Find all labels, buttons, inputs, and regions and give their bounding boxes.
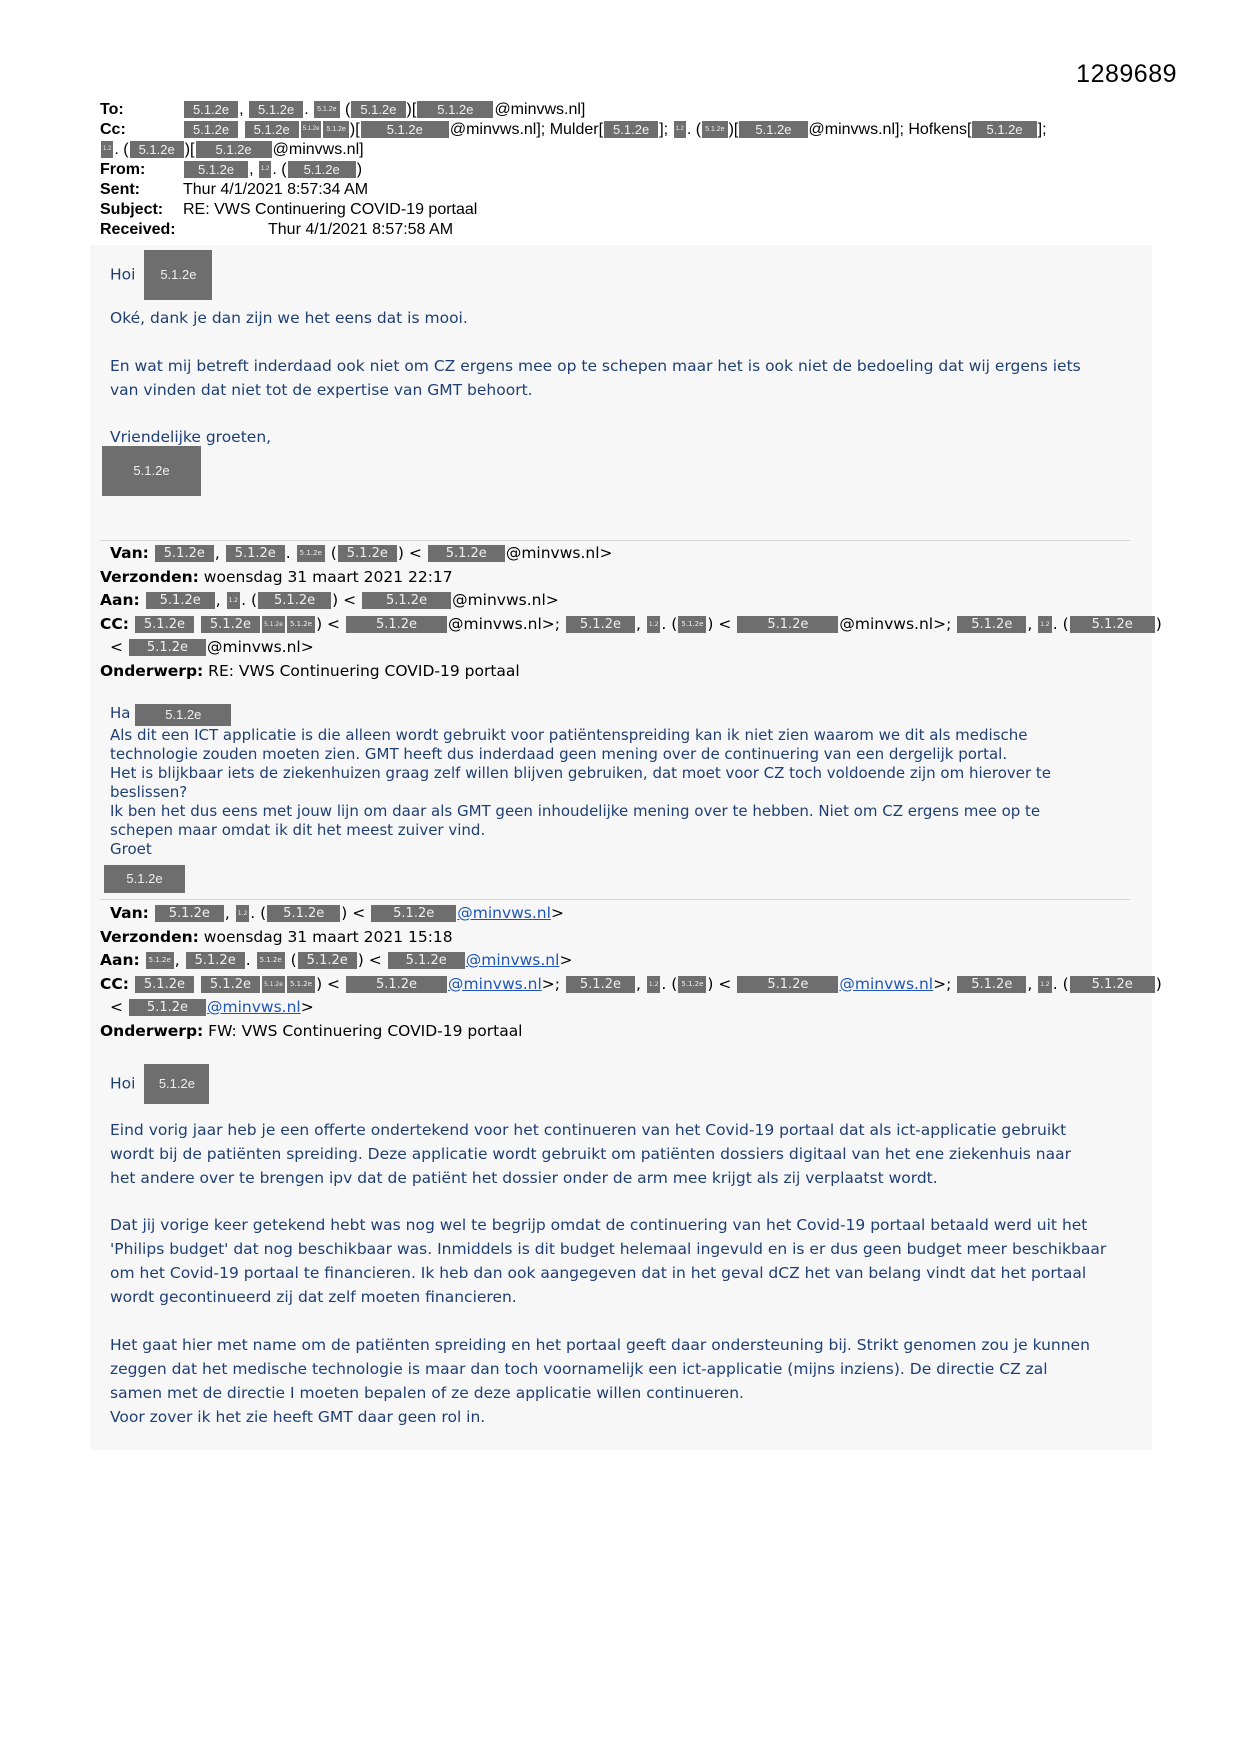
redaction: 5.1.2e	[1070, 976, 1155, 993]
cc-label: Cc:	[100, 121, 126, 138]
redaction: 5.1.2e	[201, 616, 260, 633]
redaction: 5.1.2e	[957, 616, 1026, 633]
redaction: 1.2	[1038, 616, 1052, 633]
redaction: 5.1.2e	[262, 616, 285, 633]
email-link[interactable]: @minvws.nl	[457, 904, 551, 922]
message3-greeting: Hoi 5.1.2e	[110, 1064, 1130, 1104]
redaction: 5.1.2e	[184, 101, 238, 118]
redaction: 5.1.2e	[957, 976, 1026, 993]
redaction: 5.1.2e	[155, 905, 224, 922]
redaction: 5.1.2e	[362, 592, 451, 609]
redaction: 5.1.2e	[186, 952, 245, 969]
redaction: 5.1.2e	[297, 545, 325, 562]
cc-domain: @minvws.nl]	[272, 141, 364, 158]
redaction: 5.1.2e	[196, 141, 272, 158]
subject-label: Subject:	[100, 201, 164, 218]
redaction: 5.1.2e	[604, 121, 658, 138]
redaction: 5.1.2e	[371, 905, 456, 922]
redaction: 5.1.2e	[361, 121, 449, 138]
email-link[interactable]: @minvws.nl	[839, 974, 934, 993]
redaction: 5.1.2e	[144, 1064, 209, 1104]
redaction: 5.1.2e	[428, 545, 505, 562]
redaction: 5.1.2e	[155, 545, 214, 562]
redaction: 5.1.2e	[737, 616, 838, 633]
to-domain: @minvws.nl]	[494, 101, 586, 118]
redaction: 5.1.2e	[144, 250, 212, 300]
redaction: 5.1.2e	[702, 121, 727, 138]
divider	[100, 540, 1130, 541]
message3-meta: Van: 5.1.2e , 1.2 . ( 5.1.2e ) < 5.1.2e @minvws.nl> Verzonden: woensdag 31 maart 2021 15:18 Aan: 5.1.2e , 5.1.2e . 5.1.2e ( 5.1.2e ) < 5.1.2e @minvws.nl> CC: 5.1.2e 5.1.2e 5.1.2e 5.1.2e ) < 5.1.2e @minvws.nl>; 5.1.2e , 1.2 . ( 5.1.2e ) < 5.1.2e @minvws.nl>; 5.1.2e , 1.2 . ( 5.1.2e ) < 5.1.2e @minvws.nl> Onderwerp: FW: VWS Continuering COVID-19 portaal	[100, 904, 1162, 1040]
redaction: 5.1.2e	[338, 545, 397, 562]
received-label: Received:	[100, 221, 176, 238]
redaction: 5.1.2e	[737, 976, 838, 993]
email-link[interactable]: @minvws.nl	[207, 998, 301, 1016]
redaction: 5.1.2e	[346, 976, 447, 993]
redaction: 5.1.2e	[257, 952, 285, 969]
redaction: 5.1.2e	[226, 545, 285, 562]
redaction: 5.1.2e	[184, 161, 248, 178]
redaction: 5.1.2e	[288, 161, 356, 178]
to-label: To:	[100, 101, 124, 118]
redaction: 5.1.2e	[184, 121, 238, 138]
redaction: 5.1.2e	[323, 121, 348, 138]
redaction: 5.1.2e	[566, 976, 635, 993]
redaction: 5.1.2e	[417, 101, 493, 118]
redaction: 5.1.2e	[135, 976, 194, 993]
message1-paragraph: En wat mij betreft inderdaad ook niet om CZ ergens mee op te schepen maar het is ook niet de bedoeling dat wij ergens iets van vinden dat niet tot de expertise van GMT behoort.	[110, 357, 1081, 399]
redaction: 5.1.2e	[249, 101, 303, 118]
redaction: 5.1.2e	[351, 101, 405, 118]
redaction: 1.2	[1038, 976, 1052, 993]
cc-name-1: Mulder[	[549, 121, 604, 138]
redaction: 5.1.2e	[972, 121, 1036, 138]
redaction: 5.1.2e	[1070, 616, 1155, 633]
redaction: 5.1.2e	[146, 952, 174, 969]
message3-paragraph-2: Dat jij vorige keer getekend hebt was nog wel te begrijp omdat de continuering van het Covid-19 portaal betaald werd uit het 'Philips budget' dat nog beschikbaar was. Inmiddels is dit budget helemaal ingevuld en is er dus geen budget meer beschikbaar om het Covid-19 portaal te financieren. Ik heb dan ook aangegeven dat in het geval dCZ het van belang vindt dat het portaal wordt gecontinueerd zij dat zelf moeten financieren.	[110, 1216, 1107, 1306]
redaction: 5.1.2e	[135, 616, 194, 633]
cc-domain: @minvws.nl];	[449, 121, 546, 138]
redaction: 5.1.2e	[678, 976, 706, 993]
sent-value: Thur 4/1/2021 8:57:34 AM	[183, 181, 369, 198]
redaction: 5.1.2e	[346, 616, 447, 633]
message1-closing: Vriendelijke groeten,	[110, 428, 272, 446]
redaction: 5.1.2e	[130, 141, 184, 158]
redaction: 1.2	[236, 905, 250, 922]
redaction: 5.1.2e	[245, 121, 299, 138]
redaction: 5.1.2e	[739, 121, 807, 138]
redaction: 5.1.2e	[267, 905, 340, 922]
subject-value: RE: VWS Continuering COVID-19 portaal	[183, 201, 478, 218]
message2-body: Ha 5.1.2e Als dit een ICT applicatie is die alleen wordt gebruikt voor patiëntenspreiding kan ik niet zien waarom we dit als medische technologie zouden moeten zien. GMT heeft dus inderdaad geen mening over de continuering van een dergelijk portal. Het is blijkbaar iets de ziekenhuizen graag zelf willen blijven gebruiken, dat moet voor CZ toch voldoende zijn om hierover te beslissen? Ik ben het dus eens met jouw lijn om daar als GMT geen inhoudelijke mening over te hebben. Niet om CZ ergens mee op te schepen maar omdat ik dit het meest zuiver vind. Groet	[110, 704, 1110, 859]
divider	[100, 899, 1130, 900]
email-link[interactable]: @minvws.nl	[448, 974, 542, 993]
message3-paragraph-3: Het gaat hier met name om de patiënten spreiding en het portaal geeft daar ondersteuning bij. Strikt genomen zou je kunnen zeggen dat het medische technologie is maar dan toch voornamelijk een ict-applicatie (mijns inziens). De directie CZ zal samen met de directie I moeten bepalen of ze deze applicatie willen continueren. Voor zover ik het zie heeft GMT daar geen rol in.	[110, 1336, 1090, 1426]
message2-closing: Groet	[110, 840, 152, 858]
redaction: 5.1.2e	[298, 952, 357, 969]
redaction: 1.2	[647, 976, 661, 993]
message2-meta: Van: 5.1.2e , 5.1.2e . 5.1.2e ( 5.1.2e ) < 5.1.2e @minvws.nl> Verzonden: woensdag 31 maart 2021 22:17 Aan: 5.1.2e , 1.2 . ( 5.1.2e ) < 5.1.2e @minvws.nl> CC: 5.1.2e 5.1.2e 5.1.2e 5.1.2e ) < 5.1.2e @minvws.nl>; 5.1.2e , 1.2 . ( 5.1.2e ) < 5.1.2e @minvws.nl>; 5.1.2e , 1.2 . ( 5.1.2e ) < 5.1.2e @minvws.nl> Onderwerp: RE: VWS Continuering COVID-19 portaal	[100, 544, 1162, 680]
email-link[interactable]: @minvws.nl	[465, 951, 560, 969]
signature-redaction: 5.1.2e	[102, 446, 201, 496]
redaction: 5.1.2e	[314, 101, 339, 118]
redaction: 5.1.2e	[287, 976, 315, 993]
redaction: 5.1.2e	[301, 121, 322, 138]
redaction: 1.2	[259, 161, 271, 178]
redaction: 5.1.2e	[129, 639, 206, 656]
message1-line1: Oké, dank je dan zijn we het eens dat is mooi.	[110, 309, 468, 327]
redaction: 5.1.2e	[258, 592, 331, 609]
sent-label: Sent:	[100, 181, 140, 198]
message3-paragraph-1: Eind vorig jaar heb je een offerte ondertekend voor het continueren van het Covid-19 portaal dat als ict-applicatie gebruikt wordt bij de patiënten spreiding. Deze applicatie wordt gebruikt om patiënten dossiers digitaal van het ene ziekenhuis naar het andere over te brengen ipv dat de patiënt het dossier onder de arm mee krijgt als zij verplaatst wordt.	[110, 1121, 1071, 1187]
redaction: 1.2	[227, 592, 241, 609]
redaction: 5.1.2e	[135, 704, 231, 726]
received-value: Thur 4/1/2021 8:57:58 AM	[268, 221, 454, 238]
from-label: From:	[100, 161, 146, 178]
message1-greeting: Hoi 5.1.2e	[110, 250, 212, 300]
redaction: 5.1.2e	[678, 616, 706, 633]
redaction: 5.1.2e	[146, 592, 215, 609]
redaction: 1.2	[674, 121, 686, 138]
cc-name-2: Hofkens[	[908, 121, 972, 138]
redaction: 5.1.2e	[566, 616, 635, 633]
redaction: 5.1.2e	[201, 976, 260, 993]
redaction: 5.1.2e	[129, 999, 206, 1016]
redaction: 1.2	[647, 616, 661, 633]
redaction: 5.1.2e	[388, 952, 465, 969]
redaction: 1.2	[101, 141, 113, 158]
cc-domain: @minvws.nl];	[808, 121, 904, 138]
signature-redaction: 5.1.2e	[104, 865, 185, 893]
redaction: 5.1.2e	[287, 616, 315, 633]
redaction: 5.1.2e	[262, 976, 285, 993]
document-number: 1289689	[1076, 60, 1177, 88]
